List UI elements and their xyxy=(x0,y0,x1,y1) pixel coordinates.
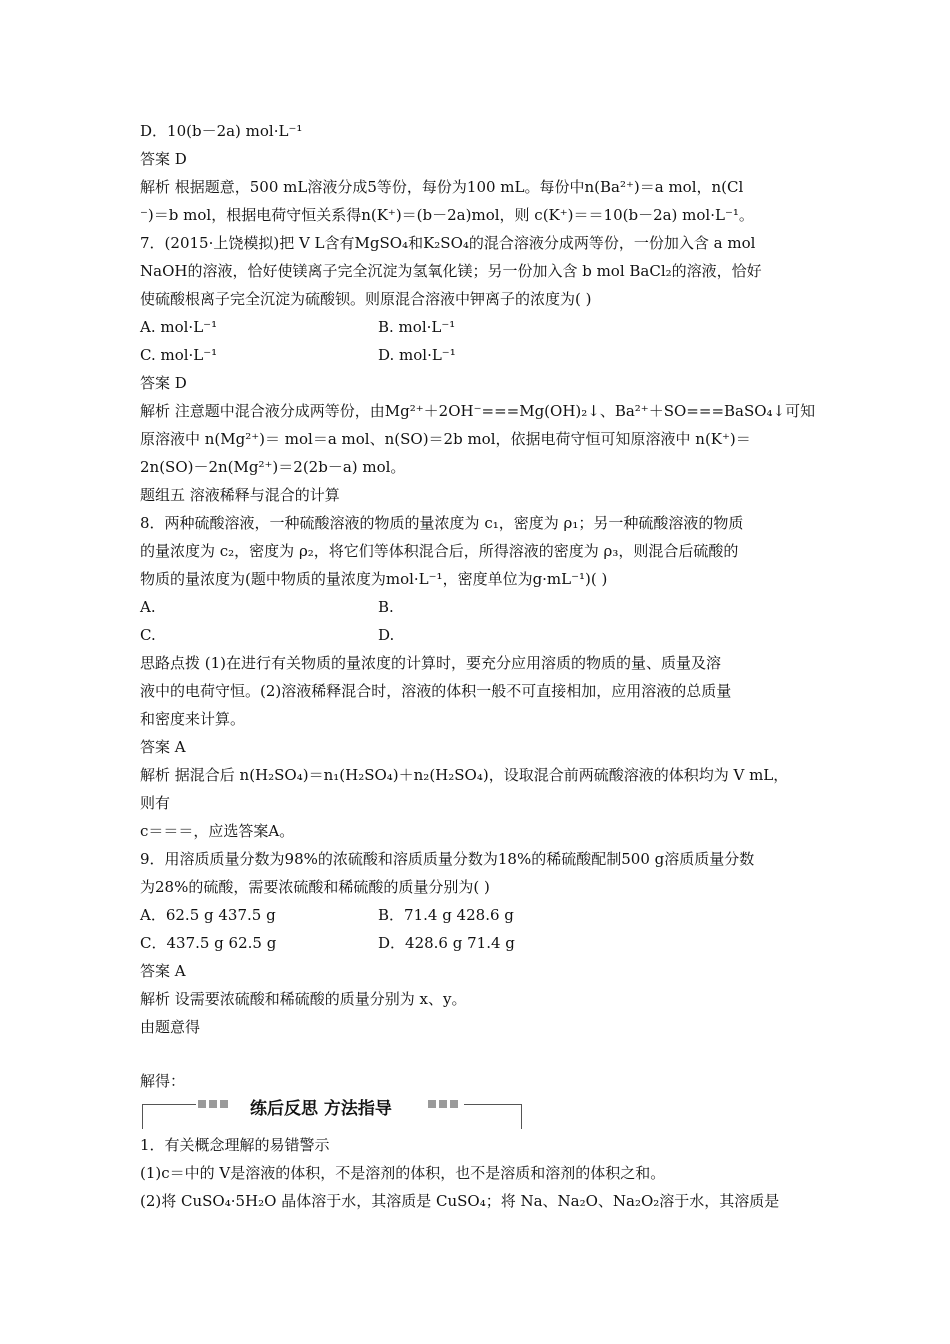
explanation-q6-line1: 解析 根据题意，500 mL溶液分成5等份，每份为100 mL。每份中n(Ba²⁺)＝a mol，n(Cl xyxy=(140,178,744,196)
explanation-q8-line1: 解析 据混合后 n(H₂SO₄)＝n₁(H₂SO₄)＋n₂(H₂SO₄)，设取混合前两硫酸溶液的体积均为 V mL， xyxy=(140,766,789,784)
q7-option-c: C. mol·L⁻¹ xyxy=(140,346,218,364)
question-9-line2: 为28%的硫酸，需要浓硫酸和稀硫酸的质量分别为( ) xyxy=(140,878,490,896)
banner-right-bracket xyxy=(513,1104,522,1129)
question-9-line1: 9．用溶质质量分数为98%的浓硫酸和溶质质量分数为18%的稀硫酸配制500 g溶质质量分数 xyxy=(140,850,755,868)
question-8-line1: 8．两种硫酸溶液，一种硫酸溶液的物质的量浓度为 c₁，密度为 ρ₁；另一种硫酸溶液的物质 xyxy=(140,514,744,532)
q8-option-d: D. xyxy=(378,626,395,644)
q8-option-b: B. xyxy=(378,598,394,616)
explanation-q9-line2: 由题意得 xyxy=(140,1018,201,1036)
reflection-point-1: (1)c＝中的 V是溶液的体积，不是溶剂的体积，也不是溶质和溶剂的体积之和。 xyxy=(140,1164,666,1182)
reflection-heading: 1．有关概念理解的易错警示 xyxy=(140,1136,330,1154)
q7-option-a: A. mol·L⁻¹ xyxy=(140,318,218,336)
answer-q9: 答案 A xyxy=(140,962,186,980)
banner-title: 练后反思 方法指导 xyxy=(246,1094,396,1119)
question-7-line3: 使硫酸根离子完全沉淀为硫酸钡。则原混合溶液中钾离子的浓度为( ) xyxy=(140,290,592,308)
q7-option-d: D. mol·L⁻¹ xyxy=(378,346,456,364)
hint-line2: 液中的电荷守恒。(2)溶液稀释混合时，溶液的体积一般不可直接相加，应用溶液的总质量 xyxy=(140,682,732,700)
question-8-line3: 物质的量浓度为(题中物质的量浓度为mol·L⁻¹，密度单位为g·mL⁻¹)( ) xyxy=(140,570,608,588)
q9-option-d: D．428.6 g 71.4 g xyxy=(378,934,515,952)
q9-option-a: A．62.5 g 437.5 g xyxy=(140,906,276,924)
section-heading: 题组五 溶液稀释与混合的计算 xyxy=(140,486,340,504)
banner-squares-left xyxy=(198,1100,228,1110)
q7-option-b: B. mol·L⁻¹ xyxy=(378,318,456,336)
banner-squares-right xyxy=(428,1100,458,1110)
explanation-q9-solve: 解得： xyxy=(140,1072,186,1090)
explanation-q9-line1: 解析 设需要浓硫酸和稀硫酸的质量分别为 x、y。 xyxy=(140,990,467,1008)
explanation-q8-line2: 则有 xyxy=(140,794,171,812)
reflection-point-2: (2)将 CuSO₄·5H₂O 晶体溶于水，其溶质是 CuSO₄；将 Na、Na₂O、Na₂O₂溶于水，其溶质是 xyxy=(140,1192,780,1210)
q8-option-a: A. xyxy=(140,598,156,616)
option-d-q6: D．10(b－2a) mol·L⁻¹ xyxy=(140,122,303,140)
hint-line1: 思路点拨 (1)在进行有关物质的量浓度的计算时，要充分应用溶质的物质的量、质量及溶 xyxy=(140,654,722,672)
explanation-q8-line3: c＝＝＝，应选答案A。 xyxy=(140,822,295,840)
explanation-q7-line3: 2n(SO)－2n(Mg²⁺)＝2(2b－a) mol。 xyxy=(140,458,406,476)
hint-line3: 和密度来计算。 xyxy=(140,710,246,728)
q9-option-c: C．437.5 g 62.5 g xyxy=(140,934,277,952)
answer-q8: 答案 A xyxy=(140,738,186,756)
answer-q7: 答案 D xyxy=(140,374,187,392)
section-banner xyxy=(142,1100,522,1130)
banner-rule-left xyxy=(150,1104,196,1105)
question-7-line2: NaOH的溶液，恰好使镁离子完全沉淀为氢氧化镁；另一份加入含 b mol BaCl₂的溶液，恰好 xyxy=(140,262,762,280)
banner-left-bracket xyxy=(142,1104,151,1129)
q8-option-c: C. xyxy=(140,626,156,644)
answer-q6: 答案 D xyxy=(140,150,187,168)
explanation-q6-line2: ⁻)＝b mol，根据电荷守恒关系得n(K⁺)＝(b－2a)mol，则 c(K⁺)＝＝10(b－2a) mol·L⁻¹。 xyxy=(140,206,754,224)
explanation-q7-line2: 原溶液中 n(Mg²⁺)＝ mol＝a mol、n(SO)＝2b mol，依据电荷守恒可知原溶液中 n(K⁺)＝ xyxy=(140,430,751,448)
banner-rule-right xyxy=(464,1104,514,1105)
explanation-q7-line1: 解析 注意题中混合液分成两等份，由Mg²⁺＋2OH⁻===Mg(OH)₂↓、Ba²⁺＋SO===BaSO₄↓可知 xyxy=(140,402,816,420)
q9-option-b: B．71.4 g 428.6 g xyxy=(378,906,514,924)
question-7-line1: 7．(2015·上饶模拟)把 V L含有MgSO₄和K₂SO₄的混合溶液分成两等份，一份加入含 a mol xyxy=(140,234,756,252)
question-8-line2: 的量浓度为 c₂，密度为 ρ₂，将它们等体积混合后，所得溶液的密度为 ρ₃，则混合后硫酸的 xyxy=(140,542,739,560)
